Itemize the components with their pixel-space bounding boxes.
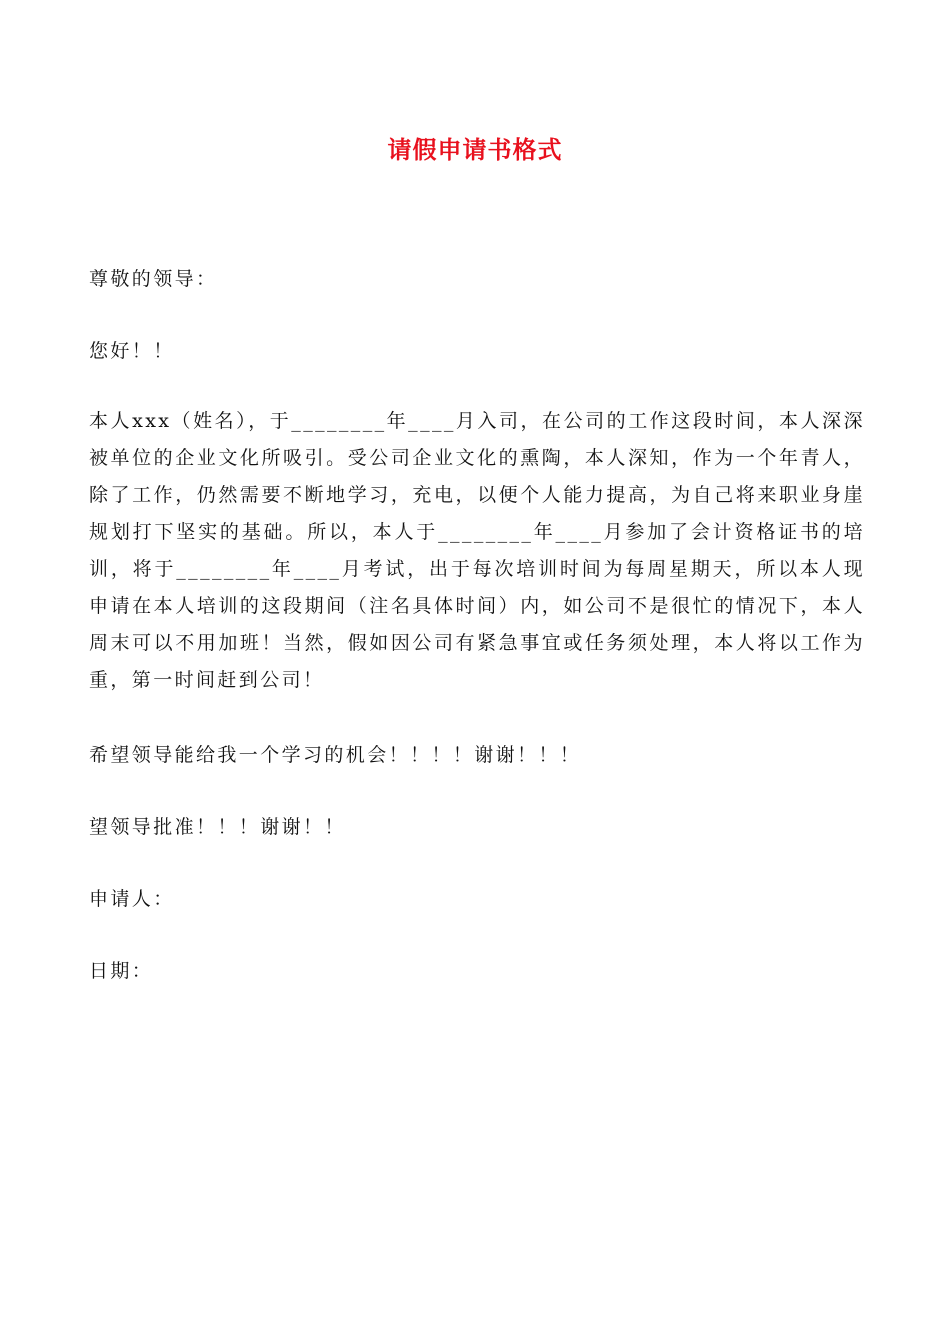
- body-paragraph: 本人xxx（姓名），于________年____月入司，在公司的工作这段时间，本人深深被单位的企业文化所吸引。受公司企业文化的熏陶，本人深知，作为一个年青人，除了工作，仍然需要不断地学习，充电，以便个人能力提高，为自己将来职业身崖规划打下坚实的基础。所以，本人于________年____月参加了会计资格证书的培训，将于________年____月考试，出于每次培训时间为每周星期天，所以本人现申请在本人培训的这段期间（注名具体时间）内，如公司不是很忙的情况下，本人周末可以不用加班！当然，假如因公司有紧急事宜或任务须处理，本人将以工作为重，第一时间赶到公司！: [89, 410, 865, 691]
- greeting-line: 您好！！: [89, 340, 175, 362]
- document-title: 请假申请书格式: [387, 136, 563, 164]
- salutation: 尊敬的领导：: [89, 268, 218, 290]
- date-label: 日期：: [89, 960, 154, 982]
- request-line: 希望领导能给我一个学习的机会！！！！谢谢！！！: [89, 744, 582, 766]
- applicant-label: 申请人：: [89, 888, 175, 910]
- approval-line: 望领导批准！！！谢谢！！: [89, 816, 346, 838]
